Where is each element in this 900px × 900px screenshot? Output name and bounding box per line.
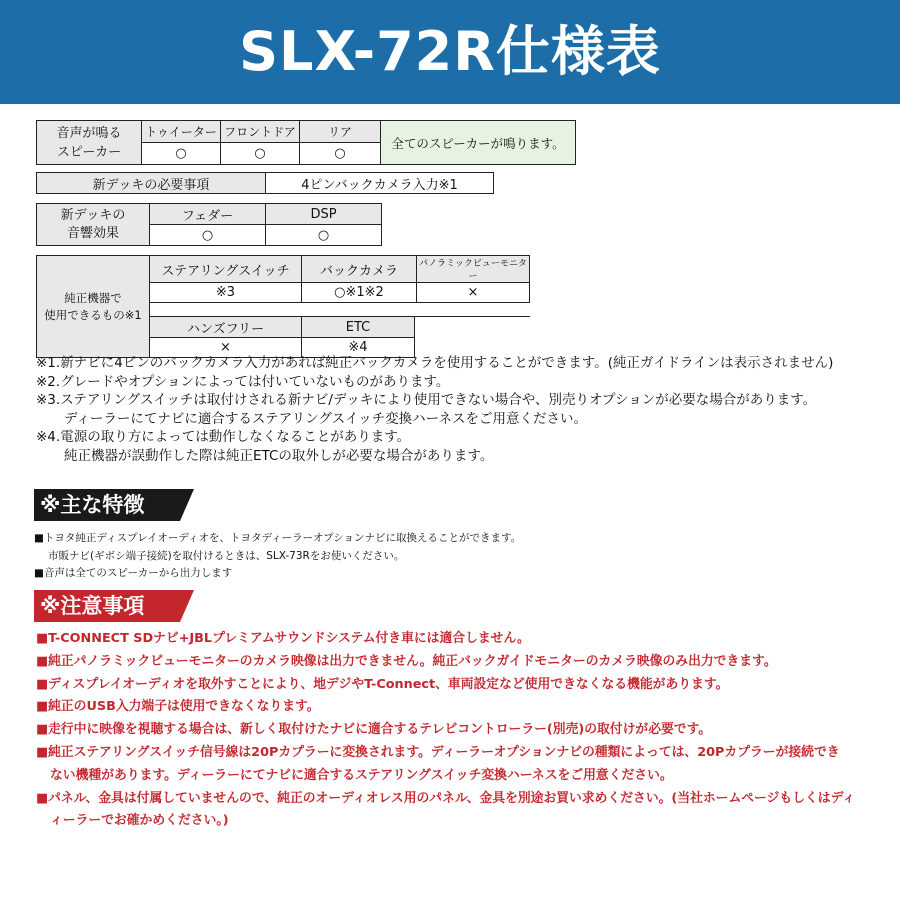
- feature-item: ■音声は全てのスピーカーから出力します: [34, 567, 233, 579]
- features-heading-text: ※主な特徴: [40, 493, 145, 517]
- caution-item-cont: ない機種があります。ディーラーにてナビに適合するステアリングスイッチ変換ハーネスをご用意ください。: [50, 767, 673, 783]
- footnote-1: ※1.新ナビに4ピンのバックカメラ入力があれば純正バックカメラを使用することができます。(純正ガイドラインは表示されません): [36, 355, 834, 371]
- speaker-col-rear: リア: [300, 121, 381, 143]
- footnote-4: ※4.電源の取り方によっては動作しなくなることがあります。: [36, 429, 411, 445]
- deck-requirement-table: [36, 172, 494, 194]
- sound-effect-table: [36, 203, 382, 246]
- effect-row-label-line1: 新デッキの: [60, 207, 126, 223]
- speaker-value-tweeter: ○: [142, 143, 221, 165]
- oem-col-panoramic-monitor: パノラミックビューモニター: [416, 256, 529, 283]
- oem-value-hands-free: ×: [150, 338, 302, 358]
- oem-col-back-camera: バックカメラ: [302, 256, 417, 283]
- speaker-value-rear: ○: [300, 143, 381, 165]
- oem-row-label-line1: 純正機器で: [64, 290, 122, 305]
- oem-col-etc: ETC: [302, 317, 415, 338]
- cautions-list: [36, 628, 866, 833]
- speaker-row-label-line2: スピーカー: [56, 144, 122, 160]
- speaker-row-label: [37, 121, 142, 165]
- cautions-heading-text: ※注意事項: [40, 594, 145, 618]
- effect-col-fader: フェダー: [150, 204, 266, 225]
- caution-item: ■T-CONNECT SDナビ+JBLプレミアムサウンドシステム付き車には適合しません。: [36, 631, 530, 646]
- oem-col-steering-switch: ステアリングスイッチ: [150, 256, 302, 283]
- feature-item: 市販ナビ(ギボシ端子接続)を取付けるときは、SLX-73Rをお使いください。: [48, 549, 405, 562]
- feature-item: ■トヨタ純正ディスプレイオーディオを、トヨタディーラーオプションナビに取換えることができます。: [34, 532, 522, 544]
- oem-spacer: [150, 303, 530, 317]
- caution-item: ■パネル、金具は付属していませんので、純正のオーディオレス用のパネル、金具を別途お買い求めください。(当社ホームページもしくはディ: [36, 790, 856, 806]
- oem-empty-area: [415, 317, 530, 358]
- speaker-note: 全てのスピーカーが鳴ります。: [381, 121, 576, 165]
- effect-row-label-line2: 音響効果: [66, 225, 119, 241]
- page-title: SLX-72R仕様表: [239, 20, 661, 83]
- caution-item: ■純正ステアリングスイッチ信号線は20Pカプラーに変換されます。ディーラーオプションナビの種類によっては、20Pカプラーが接続でき: [36, 744, 840, 760]
- speaker-col-front-door: フロントドア: [221, 121, 300, 143]
- effect-row-label: [37, 204, 150, 246]
- footnotes: [36, 354, 886, 465]
- oem-row-label: [37, 256, 150, 358]
- effect-value-dsp: ○: [266, 225, 382, 246]
- speaker-row-label-line1: 音声が鳴る: [56, 125, 122, 141]
- oem-value-panoramic-monitor: ×: [416, 283, 529, 303]
- caution-item: ■純正パノラミックビューモニターのカメラ映像は出力できません。純正バックガイドモニターのカメラ映像のみ出力できます。: [36, 653, 777, 669]
- oem-device-table: [36, 255, 530, 358]
- cautions-heading: [34, 590, 194, 622]
- caution-item-cont: ィーラーでお確かめください。): [50, 813, 229, 829]
- caution-item: ■ディスプレイオーディオを取外すことにより、地デジやT-Connect、車両設定など使用できなくなる機能があります。: [36, 676, 729, 692]
- oem-value-etc: ※4: [302, 338, 415, 358]
- oem-col-hands-free: ハンズフリー: [150, 317, 302, 338]
- features-list: [34, 530, 521, 583]
- caution-item: ■純正のUSB入力端子は使用できなくなります。: [36, 699, 320, 715]
- footnote-2: ※2.グレードやオプションによっては付いていないものがあります。: [36, 373, 450, 390]
- speaker-col-tweeter: トゥイーター: [142, 121, 221, 143]
- effect-col-dsp: DSP: [266, 204, 382, 225]
- speaker-value-front-door: ○: [221, 143, 300, 165]
- footnote-3-cont: ディーラーにてナビに適合するステアリングスイッチ変換ハーネスをご用意ください。: [64, 410, 587, 427]
- footnote-4-cont: 純正機器が誤動作した際は純正ETCの取外しが必要な場合があります。: [64, 447, 494, 464]
- deck-requirement-label: 新デッキの必要事項: [37, 173, 266, 194]
- caution-item: ■走行中に映像を視聴する場合は、新しく取付けたナビに適合するテレビコントローラー(別売)の取付けが必要です。: [36, 722, 712, 738]
- features-heading: [34, 489, 194, 521]
- footnote-3: ※3.ステアリングスイッチは取付けされる新ナビ/デッキにより使用できない場合や、別売りオプションが必要な場合があります。: [36, 392, 817, 408]
- speaker-table: [36, 120, 576, 165]
- oem-value-back-camera: ○※1※2: [302, 283, 417, 303]
- oem-value-steering-switch: ※3: [150, 283, 302, 303]
- effect-value-fader: ○: [150, 225, 266, 246]
- oem-row-label-line2: 使用できるもの※1: [44, 307, 142, 322]
- deck-requirement-value: 4ピンバックカメラ入力※1: [266, 173, 494, 194]
